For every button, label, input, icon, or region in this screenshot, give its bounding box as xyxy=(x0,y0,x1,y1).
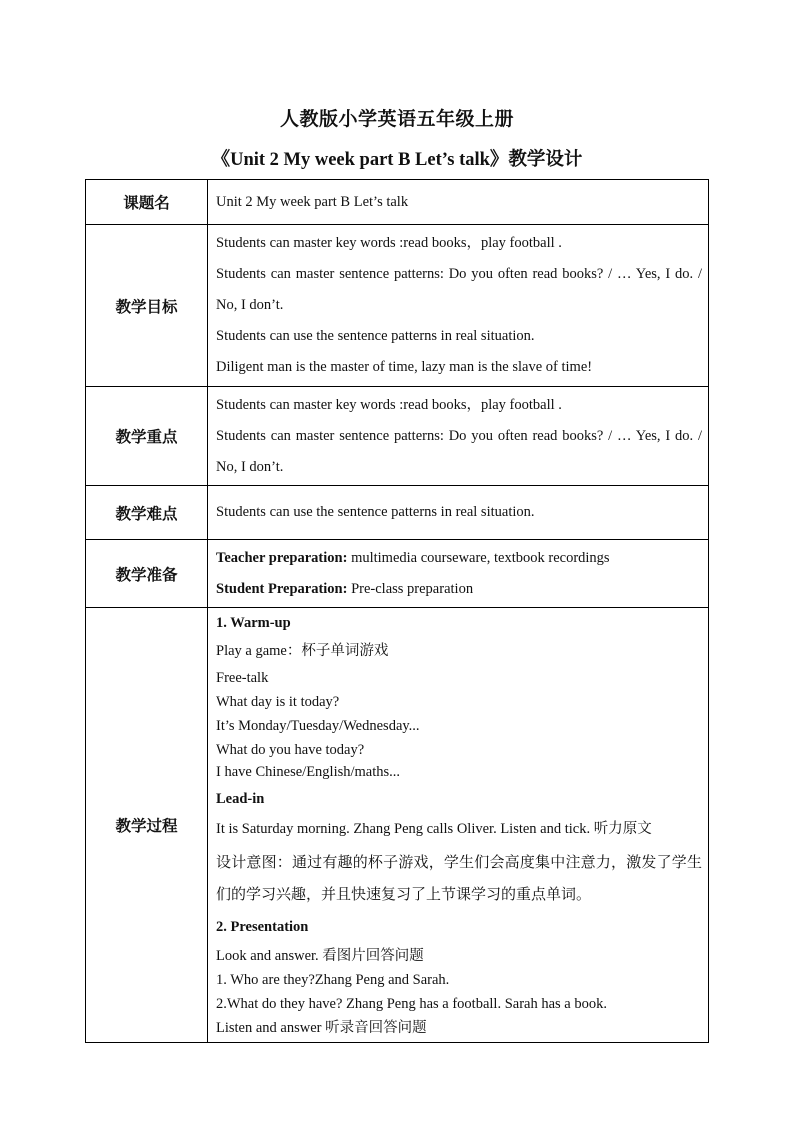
document-subtitle: 《Unit 2 My week part B Let’s talk》教学设计 xyxy=(211,150,583,170)
lesson-plan-table xyxy=(85,179,709,1043)
table-row xyxy=(86,486,709,540)
student-preparation-label: Student Preparation: xyxy=(216,580,348,597)
table-row xyxy=(86,225,709,387)
process-body xyxy=(216,610,702,1040)
warmup-line: I have Chinese/English/maths... xyxy=(216,764,401,780)
key-point-line: Students can master sentence patterns: Do you often read books? / … Yes, I do. / No, I don’t. xyxy=(216,427,702,475)
row-label-topic: 课题名 xyxy=(86,180,208,225)
document-title: 人教版小学英语五年级上册 xyxy=(279,108,514,130)
difficulty-line: Students can use the sentence patterns in real situation. xyxy=(216,504,535,520)
presentation-line: Listen and answer 听录音回答问题 xyxy=(216,1020,427,1036)
row-content-topic xyxy=(208,180,709,225)
teacher-preparation-label: Teacher preparation: xyxy=(216,549,348,566)
row-content-preparation xyxy=(208,540,709,608)
goal-line: Students can master key words :read books，play football . xyxy=(216,235,562,251)
student-preparation-line xyxy=(216,574,702,605)
warmup-line: Free-talk xyxy=(216,670,269,686)
row-label-goals: 教学目标 xyxy=(86,225,208,387)
warmup-line: What do you have today? xyxy=(216,742,365,758)
topic-text: Unit 2 My week part B Let’s talk xyxy=(216,193,409,210)
teacher-preparation-line xyxy=(216,543,702,574)
key-point-line: Students can master key words :read books，play football . xyxy=(216,396,562,413)
goal-line: Diligent man is the master of time, lazy man is the slave of time! xyxy=(216,359,593,375)
warmup-line: What day is it today? xyxy=(216,694,340,710)
row-content-goals xyxy=(208,225,709,387)
warmup-heading: 1. Warm-up xyxy=(216,615,291,631)
goal-line: Students can use the sentence patterns in real situation. xyxy=(216,328,535,344)
row-content-process xyxy=(208,608,709,1043)
row-label-key-points: 教学重点 xyxy=(86,387,208,486)
row-label-difficulties: 教学难点 xyxy=(86,486,208,540)
leadin-heading: Lead-in xyxy=(216,791,265,807)
presentation-heading: 2. Presentation xyxy=(216,919,309,935)
table-row xyxy=(86,387,709,486)
teacher-preparation-value: multimedia courseware, textbook recordings xyxy=(351,549,610,566)
warmup-line: It’s Monday/Tuesday/Wednesday... xyxy=(216,718,420,734)
student-preparation-value: Pre-class preparation xyxy=(351,580,474,597)
table-row xyxy=(86,180,709,225)
leadin-line: It is Saturday morning. Zhang Peng calls Oliver. Listen and tick. 听力原文 xyxy=(216,821,652,837)
row-content-difficulties xyxy=(208,486,709,540)
row-label-preparation: 教学准备 xyxy=(86,540,208,608)
presentation-line: 1. Who are they?Zhang Peng and Sarah. xyxy=(216,972,450,988)
warmup-line: Play a game：杯子单词游戏 xyxy=(216,643,389,659)
presentation-line: 2.What do they have? Zhang Peng has a football. Sarah has a book. xyxy=(216,996,607,1012)
table-row xyxy=(86,608,709,1043)
row-label-process: 教学过程 xyxy=(86,608,208,1043)
row-content-key-points xyxy=(208,387,709,486)
presentation-line: Look and answer. 看图片回答问题 xyxy=(216,948,424,964)
design-intent: 设计意图：通过有趣的杯子游戏，学生们会高度集中注意力，激发了学生们的学习兴趣，并且快速复习了上节课学习的重点单词。 xyxy=(216,853,702,903)
goal-line: Students can master sentence patterns: Do you often read books? / … Yes, I do. / No, I don’t. xyxy=(216,266,702,313)
table-row xyxy=(86,540,709,608)
